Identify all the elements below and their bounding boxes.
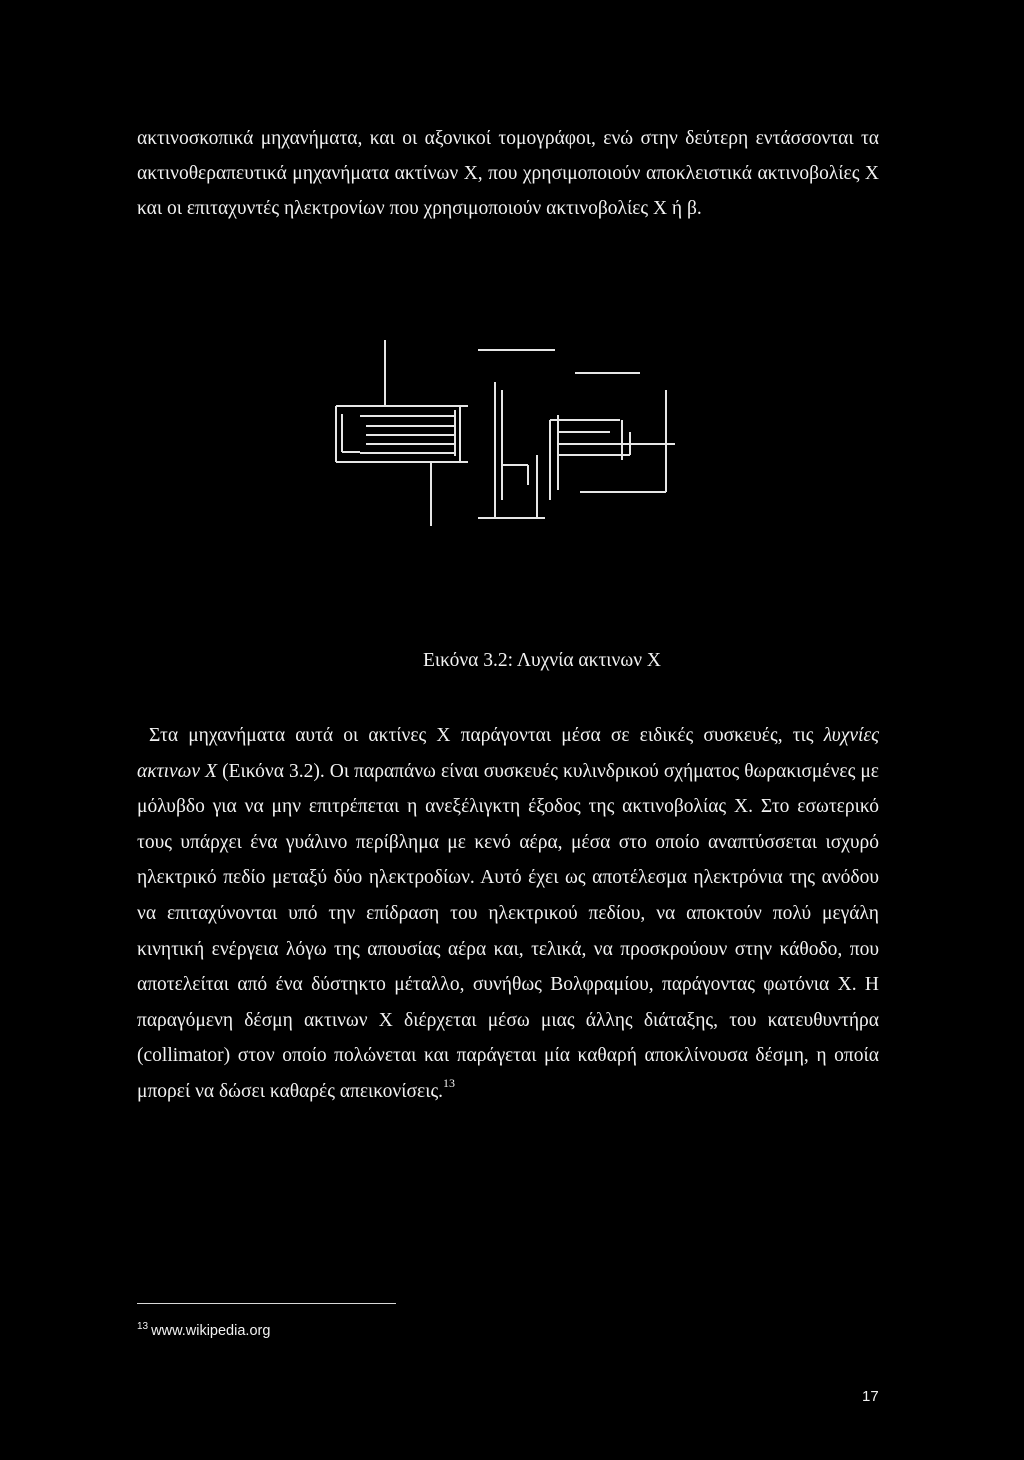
figure-right-assembly <box>478 350 675 518</box>
paragraph-intro: ακτινοσκοπικά μηχανήματα, και οι αξονικοί τομογράφοι, ενώ στην δεύτερη εντάσσονται τα ακτινοθεραπευτικά μηχανήματα ακτίνων Χ, που χρησιμοποιούν αποκλειστικά ακτινοβολίες Χ και οι επιταχυντές ηλεκτρονίων που χρησιμοποιούν ακτινοβολίες Χ ή β. <box>137 128 879 219</box>
paragraph-body-italic-term: λυχνίες ακτινων Χ <box>137 725 879 782</box>
footnote-separator <box>137 1303 396 1304</box>
page-number: 17 <box>862 1388 879 1405</box>
footnote-link[interactable]: www.wikipedia.org <box>151 1323 271 1339</box>
footnote <box>137 1323 270 1339</box>
footnote-number: 13 <box>137 1321 149 1332</box>
figure-caption: Εικόνα 3.2: Λυχνία ακτινων Χ <box>423 650 661 671</box>
paragraph-body <box>137 718 879 1110</box>
footnote-reference[interactable]: 13 <box>443 1076 456 1091</box>
paragraph-body-lead: Στα μηχανήματα αυτά οι ακτίνες Χ παράγονται μέσα σε ειδικές συσκευές, τις <box>149 725 824 746</box>
xray-tube-figure <box>330 340 680 530</box>
figure-left-assembly <box>336 340 468 526</box>
paragraph-body-text: (Εικόνα 3.2). Οι παραπάνω είναι συσκευές κυλινδρικού σχήματος θωρακισμένες με μόλυβδο για να μην επιτρέπεται η ανεξέλιγκτη έξοδος της ακτινοβολίας Χ. Στο εσωτερικό τους υπάρχει ένα γυάλινο περίβλημα με κενό αέρα, μέσα στο οποίο αναπτύσσεται ισχυρό ηλεκτρικό πεδίο μεταξύ δύο ηλεκτροδίων. Αυτό έχει ως αποτέλεσμα ηλεκτρόνια της ανόδου να επιταχύνονται υπό την επίδραση του ηλεκτρικού πεδίου, να αποκτούν πολύ μεγάλη κινητική ενέργεια λόγω της απουσίας αέρα και, τελικά, να προσκρούουν στην κάθοδο, που αποτελείται από ένα δύστηκτο μέταλλο, συνήθως Βολφραμίου, παράγοντας φωτόνια Χ. Η παραγόμενη δέσμη ακτινων Χ διέρχεται μέσω μιας άλλης διάταξης, του κατευθυντήρα (collimator) στον οποίο πολώνεται και παράγεται μία καθαρή αποκλίνουσα δέσμη, η οποία μπορεί να δώσει καθαρές απεικονίσεις. <box>137 760 879 1102</box>
